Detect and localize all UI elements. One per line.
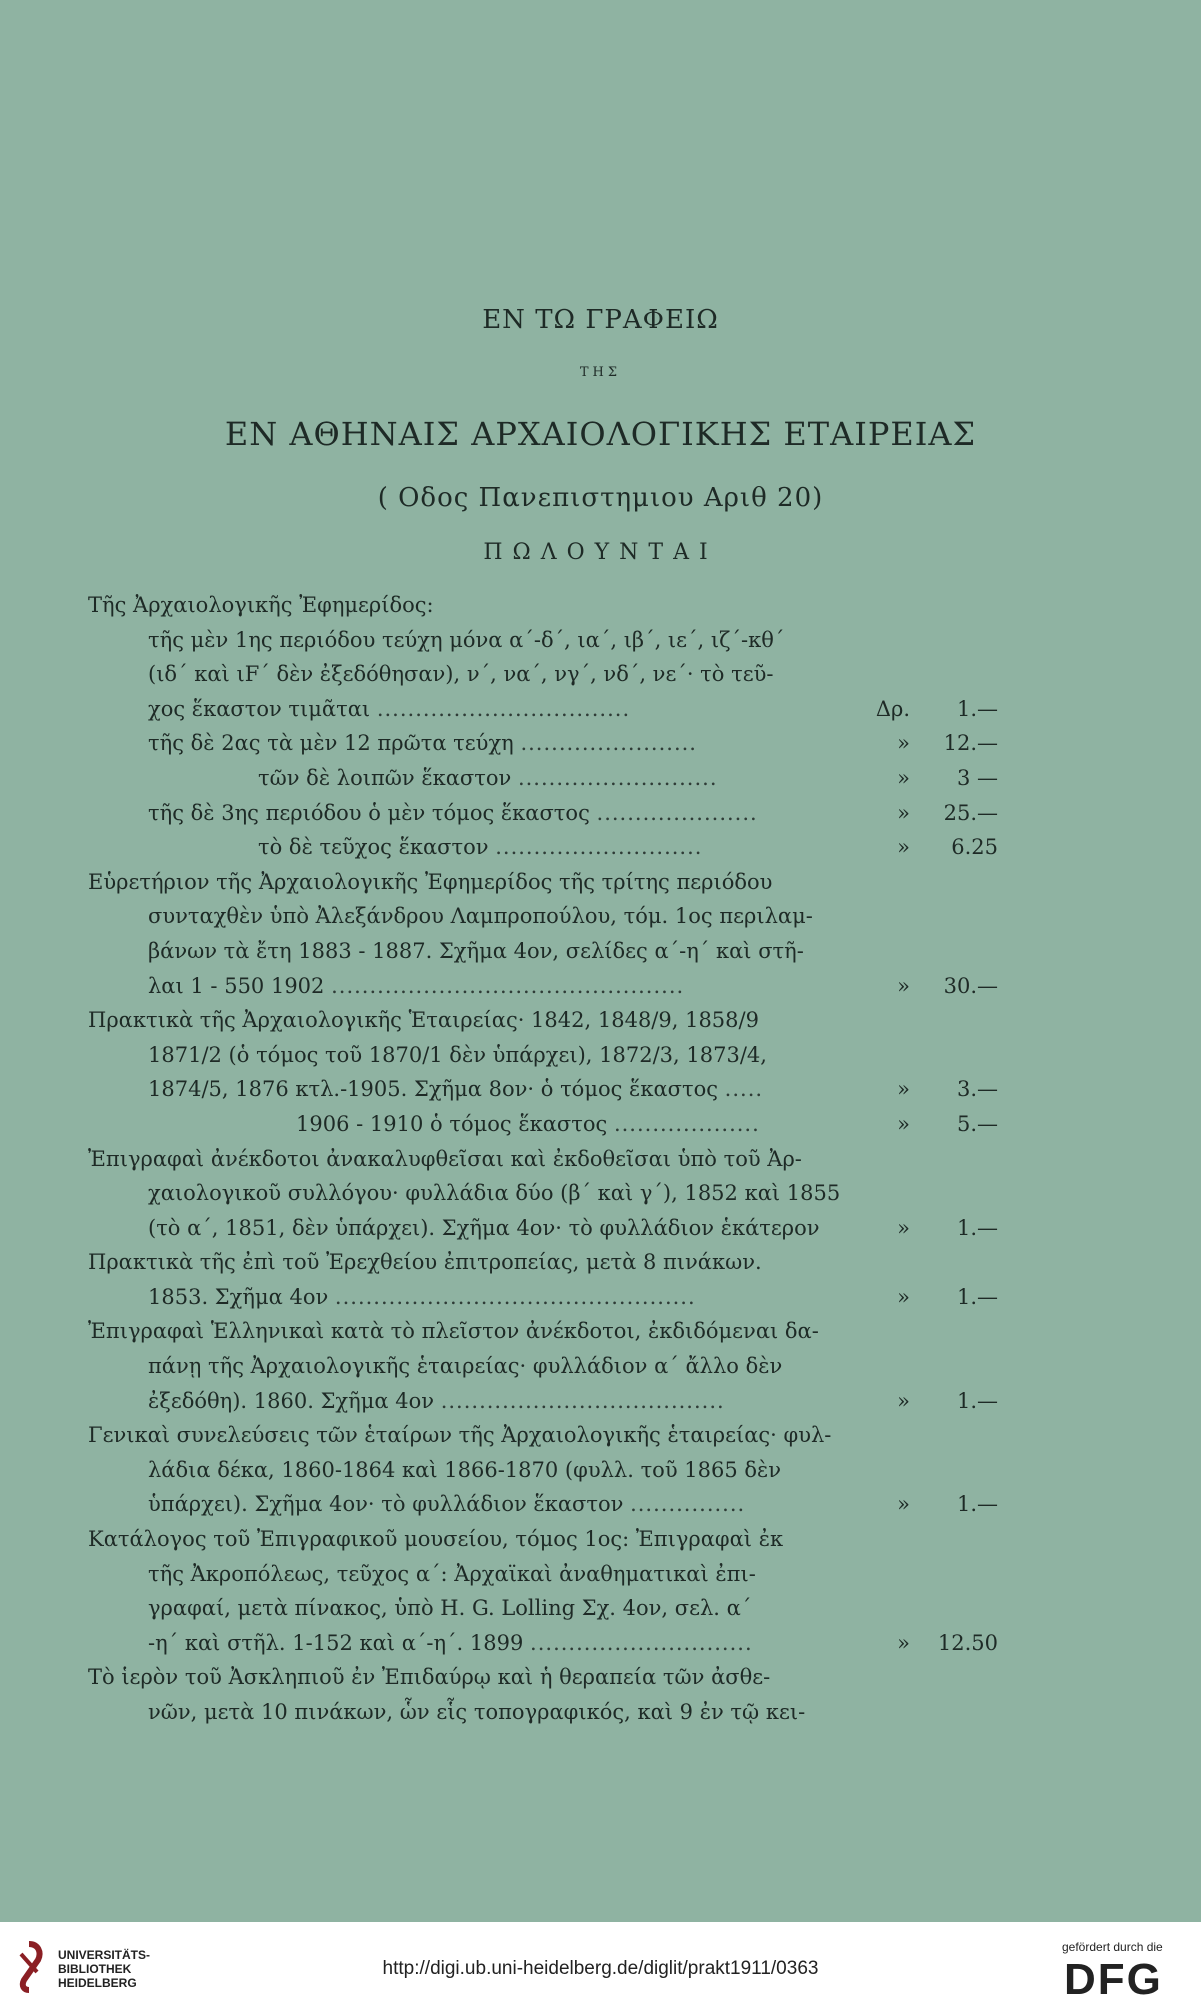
line-text: Πρακτικὰ τῆς Ἀρχαιολογικῆς Ἑταιρείας· 1842, 1848/9, 1858/9 (88, 1008, 759, 1033)
heading-society: ΕΝ ΑΘΗΝΑΙΣ ΑΡΧΑΙΟΛΟΓΙΚΗΣ ΕΤΑΙΡΕΙΑΣ (224, 415, 977, 453)
line-text: γραφαί, μετὰ πίνακος, ὑπὸ H. G. Lolling Σχ. 4ον, σελ. α΄ (148, 1596, 752, 1621)
line-text: Τῆς Ἀρχαιολογικῆς Ἐφημερίδος: (88, 593, 434, 617)
list-line (88, 796, 998, 831)
list-line (88, 1695, 968, 1730)
line-text: νῶν, μετὰ 10 πινάκων, ὧν εἷς τοπογραφικός, καὶ 9 ἐν τῷ κει- (148, 1700, 806, 1724)
price: 3.— (956, 1077, 998, 1102)
list-line (88, 1038, 968, 1073)
line-text: Τὸ ἱερὸν τοῦ Ἀσκληπιοῦ ἐν Ἐπιδαύρῳ καὶ ἡ θεραπεία τῶν ἀσθε- (88, 1665, 771, 1690)
funding-caption: gefördert durch die (1062, 1940, 1163, 1954)
currency: » (897, 973, 910, 998)
currency: Δρ. (875, 696, 910, 721)
price: 3 — (956, 765, 998, 790)
currency: » (897, 1388, 910, 1413)
price: 5.— (956, 1111, 998, 1136)
list-line (88, 1591, 968, 1626)
price: 1.— (956, 1284, 998, 1309)
list-line (88, 1349, 968, 1384)
permalink[interactable]: http://digi.ub.uni-heidelberg.de/diglit/prakt1911/0363 (382, 1958, 819, 1979)
list-line (88, 1245, 968, 1280)
currency: » (897, 835, 910, 860)
price: 6.25 (951, 835, 998, 860)
price: 1.— (956, 696, 998, 721)
viewer-footer (0, 1922, 1201, 2014)
list-line (88, 969, 998, 1004)
line-text: Εὑρετήριον τῆς Ἀρχαιολογικῆς Ἐφημερίδος τῆς τρίτης περιόδου (88, 869, 773, 894)
line-text: Κατάλογος τοῦ Ἐπιγραφικοῦ μουσείου, τόμος 1ος: Ἐπιγραφαὶ ἐκ (88, 1527, 784, 1552)
dfg-logo: DFG (1064, 1955, 1163, 2004)
list-line (88, 830, 998, 865)
list-line (88, 726, 998, 761)
line-text: (ιδ΄ καὶ ιF΄ δὲν ἐξεδόθησαν), ν΄, να΄, νγ΄, νδ΄, νε΄· τὸ τεῦ- (148, 662, 774, 687)
list-line (88, 1487, 998, 1522)
line-text: 1874/5, 1876 κτλ.-1905. Σχῆμα 8ον· ὁ τόμος ἕκαστος ..... (148, 1077, 764, 1102)
line-text: ὑπάρχει). Σχῆμα 4ον· τὸ φυλλάδιον ἕκαστον ............... (148, 1492, 746, 1517)
heading-for-sale: ΠΩΛΟΥΝΤΑΙ (483, 540, 718, 565)
list-line (88, 1280, 998, 1315)
list-line (88, 623, 968, 658)
line-text: τῆς μὲν 1ης περιόδου τεύχη μόνα α΄-δ΄, ια΄, ιβ΄, ιε΄, ιζ΄-κθ΄ (148, 627, 785, 652)
line-text: χαιολογικοῦ συλλόγου· φυλλάδια δύο (β΄ καὶ γ΄), 1852 καὶ 1855 (148, 1181, 841, 1206)
line-text: 1871/2 (ὁ τόμος τοῦ 1870/1 δὲν ὑπάρχει), 1872/3, 1873/4, (148, 1042, 767, 1067)
line-text: Γενικαὶ συνελεύσεις τῶν ἑταίρων τῆς Ἀρχαιολογικῆς ἑταιρείας· φυλ- (88, 1423, 832, 1448)
list-line (88, 1176, 968, 1211)
line-text: 1906 - 1910 ὁ τόμος ἕκαστος ................... (296, 1111, 760, 1136)
line-text: τῆς Ἀκροπόλεως, τεῦχος α΄: Ἀρχαϊκαὶ ἀναθηματικαὶ ἐπι- (148, 1561, 756, 1586)
list-line (88, 657, 968, 692)
line-text: Ἐπιγραφαὶ ἀνέκδοτοι ἀνακαλυφθεῖσαι καὶ ἐκδοθεῖσαι ὑπὸ τοῦ Ἀρ- (88, 1146, 802, 1171)
currency: » (897, 1215, 910, 1240)
list-line (88, 1418, 968, 1453)
line-text: συνταχθὲν ὑπὸ Ἀλεξάνδρου Λαμπροπούλου, τόμ. 1ος περιλαμ- (148, 904, 813, 929)
line-text: (τὸ α΄, 1851, δὲν ὑπάρχει). Σχῆμα 4ον· τὸ φυλλάδιον ἑκάτερον (148, 1215, 820, 1240)
list-line (88, 1384, 998, 1419)
line-text: βάνων τὰ ἔτη 1883 - 1887. Σχῆμα 4ον, σελίδες α΄-η΄ καὶ στῆ- (148, 938, 804, 963)
list-line (88, 1003, 968, 1038)
line-text: 1853. Σχῆμα 4ον ............................................... (148, 1284, 696, 1309)
list-line (88, 588, 968, 623)
price: 25.— (943, 800, 998, 825)
line-text: Ἐπιγραφαὶ Ἑλληνικαὶ κατὰ τὸ πλεῖστον ἀνέκδοτοι, ἐκδιδόμεναι δα- (88, 1319, 819, 1344)
library-name: UNIVERSITÄTS- BIBLIOTHEK HEIDELBERG (58, 1948, 151, 1990)
price: 1.— (956, 1388, 998, 1413)
list-line (88, 1142, 968, 1177)
line-text: ἐξεδόθη). 1860. Σχῆμα 4ον ..................................... (148, 1388, 725, 1413)
line-text: λαι 1 - 550 1902 .............................................. (148, 973, 685, 998)
currency: » (897, 1284, 910, 1309)
list-line (88, 1211, 998, 1246)
list-line (88, 1107, 998, 1142)
heading-address: ( Οδος Πανεπιστημιου Αριθ 20) (377, 483, 824, 513)
price: 12.— (943, 731, 998, 756)
list-line (88, 934, 968, 969)
currency: » (897, 1630, 910, 1655)
price: 30.— (943, 973, 998, 998)
list-line (88, 1557, 968, 1592)
line-text: λάδια δέκα, 1860-1864 καὶ 1866-1870 (φυλλ. τοῦ 1865 δὲν (148, 1457, 782, 1482)
list-line (88, 1626, 998, 1661)
list-line (88, 1453, 968, 1488)
heading-of: ΤΗΣ (579, 365, 622, 380)
price: 1.— (956, 1492, 998, 1517)
list-line (88, 865, 968, 900)
line-text: χος ἕκαστον τιμᾶται ................................. (148, 696, 631, 721)
line-text: τῆς δὲ 2ας τὰ μὲν 12 πρῶτα τεύχη ....................... (148, 731, 697, 756)
price: 12.50 (937, 1630, 998, 1655)
currency: » (897, 800, 910, 825)
line-text: Πρακτικὰ τῆς ἐπὶ τοῦ Ἐρεχθείου ἐπιτροπείας, μετὰ 8 πινάκων. (88, 1250, 762, 1275)
currency: » (897, 731, 910, 756)
heading-office: ΕΝ ΤΩ ΓΡΑΦΕΙΩ (482, 305, 719, 335)
currency: » (897, 1077, 910, 1102)
currency: » (897, 1111, 910, 1136)
line-text: τῶν δὲ λοιπῶν ἕκαστον .......................... (258, 765, 718, 790)
list-line (88, 761, 998, 796)
list-line (88, 1072, 998, 1107)
list-line (88, 1314, 968, 1349)
line-text: πάνῃ τῆς Ἀρχαιολογικῆς ἑταιρείας· φυλλάδιον α΄ ἄλλο δὲν (148, 1354, 783, 1379)
list-line (88, 1660, 968, 1695)
list-line (88, 1522, 968, 1557)
currency: » (897, 1492, 910, 1517)
price-list (88, 588, 998, 1730)
list-line (88, 899, 968, 934)
price: 1.— (956, 1215, 998, 1240)
line-text: -η΄ καὶ στῆλ. 1-152 καὶ α΄-η΄. 1899 ............................. (148, 1630, 753, 1655)
line-text: τῆς δὲ 3ης περιόδου ὁ μὲν τόμος ἕκαστος ..................... (148, 800, 758, 825)
list-line (88, 692, 998, 727)
line-text: τὸ δὲ τεῦχος ἕκαστον ........................... (258, 835, 703, 860)
currency: » (897, 765, 910, 790)
